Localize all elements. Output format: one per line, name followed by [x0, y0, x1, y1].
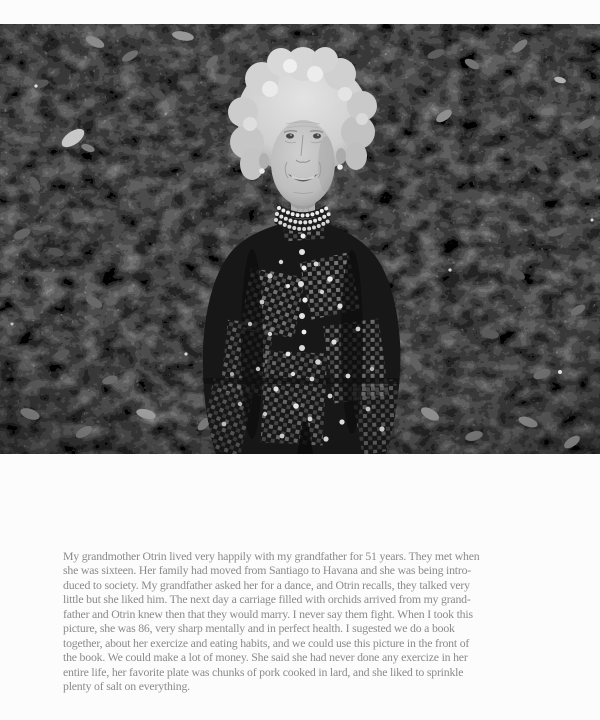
caption-line: My grandmother Otrin lived very happily with my grandfather for 51 years. They met when [63, 549, 480, 563]
portrait-photo [0, 24, 600, 454]
caption-line: father and Otrin knew then that they would marry. I never say them fight. When I took this [63, 606, 473, 621]
caption-line: together, about her exercize and eating habits, and we could use this picture in the front of [63, 635, 470, 650]
photo-vignette [0, 24, 600, 454]
caption-line: picture, she was 86, very sharp mentally and in perfect health. I sugested we do a book [63, 621, 455, 636]
caption-line: she was sixteen. Her family had moved from Santiago to Havana and she was being intro- [63, 563, 472, 578]
caption-line: the book. We could make a lot of money. She said she had never done any exercize in her [63, 650, 468, 665]
caption-line: duced to society. My grandfather asked her for a dance, and Otrin recalls, they talked very [63, 577, 470, 592]
caption-line: entire life, her favorite plate was chunks of pork cooked in lard, and she liked to sprinkle [63, 664, 464, 679]
caption-line: plenty of salt on everything. [63, 679, 190, 694]
caption-text [63, 549, 555, 694]
caption-line: little but she liked him. The next day a carriage filled with orchids arrived from my grand- [63, 592, 471, 607]
